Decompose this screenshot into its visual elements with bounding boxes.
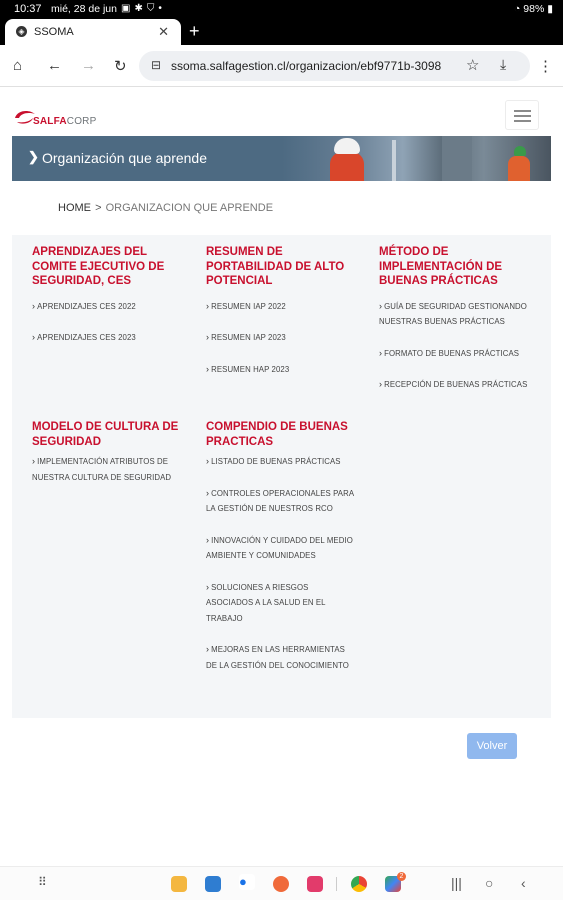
contacts-app-icon[interactable] [273,876,289,892]
calendar-app-icon[interactable] [205,876,221,892]
chevron-right-icon: › [379,300,383,311]
browser-tab[interactable] [5,19,181,45]
chevron-right-icon: › [206,300,210,311]
new-tab-button[interactable]: + [189,21,200,41]
close-tab-icon[interactable]: ✕ [158,24,169,39]
list-item[interactable]: › RECEPCIÓN DE BUENAS PRÁCTICAS [379,379,528,389]
list-item[interactable]: › RESUMEN HAP 2023 [206,363,290,374]
list-item[interactable]: › INNOVACIÓN Y CUIDADO DEL MEDIO AMBIENTE Y COMUNIDADES [206,534,353,560]
shield-icon: ⛉ [146,3,155,14]
section-title: MÉTODO DE IMPLEMENTACIÓN DE BUENAS PRÁCTICAS [379,246,503,287]
section-title: APRENDIZAJES DEL COMITE EJECUTIVO DE SEGURIDAD, CES [32,246,165,287]
section-metodo-implementacion [379,245,539,409]
list-item[interactable]: › GUÍA DE SEGURIDAD GESTIONANDO NUESTRAS BUENAS PRÁCTICAS [379,300,527,326]
notification-icons [121,3,162,14]
notification-badge: 2 [397,872,406,881]
app-drawer-icon[interactable]: ⠿ [38,875,46,889]
chevron-right-icon: › [206,581,210,592]
breadcrumb [58,202,273,214]
home-nav-icon[interactable]: ○ [485,875,494,891]
chevron-right-icon: › [206,487,210,498]
volver-button[interactable]: Volver [467,733,517,759]
download-icon[interactable]: ⤓ [500,56,507,72]
chevron-right-icon: › [206,534,210,545]
list-item[interactable]: › SOLUCIONES A RIESGOS ASOCIADOS A LA SALUD EN EL TRABAJO [206,581,326,623]
system-nav-bar [0,866,563,900]
wifi-icon: ◔ [514,3,521,15]
section-compendio-buenas-practicas [206,420,356,689]
forward-icon[interactable]: → [81,57,96,74]
battery-icon: ▮ [547,3,553,15]
browser-toolbar [0,45,563,87]
chevron-right-icon: › [32,300,36,311]
page-title: Organización que aprende [42,150,208,166]
breadcrumb-separator: > [95,202,102,214]
list-item[interactable]: › MEJORAS EN LAS HERRAMIENTAS DE LA GESTIÓN DEL CONOCIMIENTO [206,644,349,670]
address-bar[interactable] [139,51,530,81]
salfacorp-logo[interactable] [13,108,105,130]
chevron-right-icon: › [206,644,210,654]
chrome-app-icon[interactable] [351,876,367,892]
photo-icon: ▣ [121,3,131,14]
settings-icon: ✱ [134,3,143,14]
files-app-icon[interactable] [171,876,187,892]
section-title: COMPENDIO DE BUENAS PRACTICAS [206,421,348,448]
back-icon[interactable]: ← [47,57,62,74]
page-banner [12,136,551,181]
back-nav-icon[interactable]: ‹ [521,875,526,891]
section-modelo-cultura [32,420,182,501]
chevron-right-icon: › [379,379,383,389]
logo-text: SALFACORP [33,116,97,127]
content-panel [12,235,551,718]
gallery-app-icon[interactable] [307,876,323,892]
chevron-right-icon: › [206,332,210,342]
section-aprendizajes-ces [32,245,182,362]
messages-app-icon[interactable]: ● [239,874,255,890]
recent-apps-icon[interactable]: ||| [451,875,462,891]
list-item[interactable]: › FORMATO DE BUENAS PRÁCTICAS [379,347,520,358]
list-item[interactable]: › APRENDIZAJES CES 2023 [32,332,136,342]
tab-strip [0,19,563,45]
chevron-right-icon: › [206,363,210,374]
list-item[interactable]: › CONTROLES OPERACIONALES PARA LA GESTIÓN DE NUESTROS RCO [206,487,354,513]
section-title: MODELO DE CULTURA DE SEGURIDAD [32,421,179,448]
site-info-icon[interactable]: ⊟ [151,58,162,72]
list-item[interactable]: › APRENDIZAJES CES 2022 [32,300,136,311]
section-resumen-portabilidad [206,245,356,393]
status-bar [0,0,563,19]
chevron-right-icon: › [379,347,383,358]
battery-status: ◔ 98% ▮ [514,3,553,15]
hamburger-menu-button[interactable] [505,100,539,130]
list-item[interactable]: › LISTADO DE BUENAS PRÁCTICAS [206,456,341,466]
breadcrumb-home[interactable]: HOME [58,202,91,214]
url-text[interactable]: ssoma.salfagestion.cl/organizacion/ebf9771b-3098 [171,59,442,73]
chevron-right-icon: ❯ [28,149,39,164]
tab-title: SSOMA [34,26,74,38]
date: mié, 28 de jun [51,3,117,15]
dot-icon: • [158,3,162,14]
reload-icon[interactable]: ↻ [114,58,127,75]
list-item[interactable]: › RESUMEN IAP 2023 [206,332,286,342]
home-icon[interactable]: ⌂ [13,57,23,74]
chevron-right-icon: › [32,332,36,342]
list-item[interactable]: › RESUMEN IAP 2022 [206,300,286,311]
breadcrumb-current: ORGANIZACION QUE APRENDE [105,202,274,214]
clock: 10:37 [14,3,42,15]
section-title: RESUMEN DE PORTABILIDAD DE ALTO POTENCIAL [206,246,345,287]
menu-kebab-icon[interactable]: ⋮ [538,58,553,75]
list-item[interactable]: › IMPLEMENTACIÓN ATRIBUTOS DE NUESTRA CULTURA DE SEGURIDAD [32,456,172,482]
chevron-right-icon: › [32,456,36,466]
chevron-right-icon: › [206,456,210,466]
site-favicon-icon: ◈ [16,26,27,37]
bookmark-star-icon[interactable]: ☆ [466,57,480,74]
